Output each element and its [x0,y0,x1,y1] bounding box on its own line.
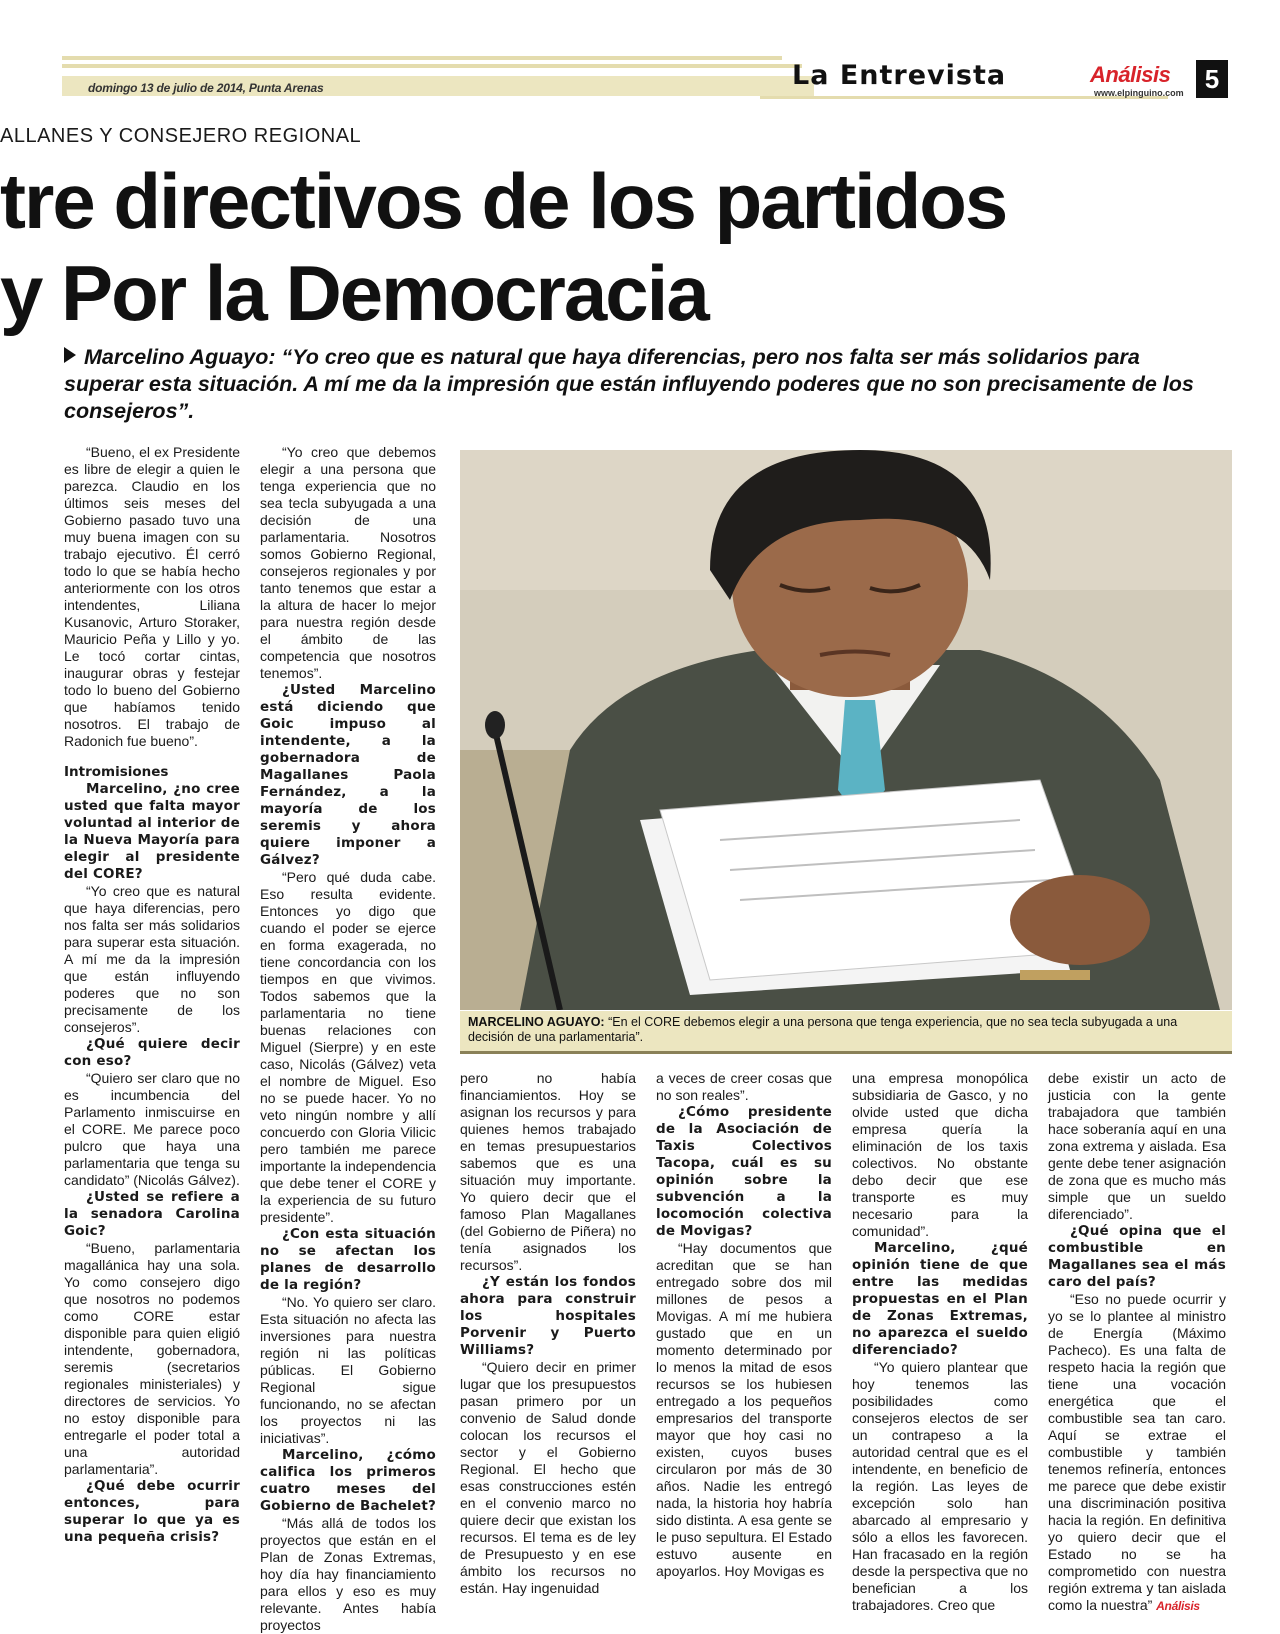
end-mark-logo: Análisis [1156,1599,1200,1613]
paragraph: “Quiero ser claro que no es incumbencia del Parlamento inmiscuirse en el CORE. Me parece poco pulcro que haya una parlamentaria que tenga su candidato” (Nicolás Gálvez). [64,1070,240,1188]
paragraph: “Yo creo que es natural que haya diferencias, pero nos falta ser más solidarios para superar esta situación. A mí me da la impresión que están influyendo poderes que no son precisamente de los consejeros”. [64,883,240,1035]
paragraph: “Yo quiero plantear que hoy tenemos las posibilidades como consejeros electos de ser un contrapeso a la autoridad central que es el intendente, en beneficio de la región. Las leyes de excepción solo han abarcado al empresario y sólo a ellos les favorecen. Han fracasado en la región desde la perspectiva que no benefician a los trabajadores. Creo que [852,1359,1028,1613]
paragraph-text: “Eso no puede ocurrir y yo se lo plantee al ministro de Energía (Máximo Pacheco). Es una falta de respeto hacia la región que tiene una vocación energética que el combustible sea tan caro. Aquí se extrae el combustible y también tenemos refinería, entonces me parece que debe existir una discriminación positiva hacia la región. En definitiva yo quiero decir que el Estado no se ha comprometido con nuestra región extrema y tan aislada como la nuestra” [1048,1291,1226,1613]
issue-date: domingo 13 de julio de 2014, Punta Arenas [88,81,324,95]
paragraph: a veces de creer cosas que no son reales”. [656,1070,832,1103]
paragraph: pero no había financiamientos. Hoy se asignan los recursos y para quienes hemos trabajado en temas presupuestarios sabemos que es una situación muy importante. Yo quiero decir que el famoso Plan Magallanes (del Gobierno de Piñera) no tenía asignados los recursos”. [460,1070,636,1273]
paragraph: “Bueno, parlamentaria magallánica hay una sola. Yo como consejero digo que nosotros no podemos como CORE estar disponible para quien eligió intendente, gobernadora, seremis (secretarios regionales ministeriales) y directores de servicios. Yo no estoy disponible para entregarle el poder total a una autoridad parlamentaria”. [64,1240,240,1477]
interview-question: ¿Qué debe ocurrir entonces, para superar lo que ya es una pequeña crisis? [64,1478,240,1545]
interview-question: ¿Cómo presidente de la Asociación de Taxis Colectivos Tacopa, cuál es su opinión sobre la subvención a la locomoción colectiva de Movigas? [656,1104,832,1239]
brand-name: Análisis [1090,62,1171,87]
interview-question: Marcelino, ¿no cree usted que falta mayor voluntad al interior de la Nueva Mayoría para elegir al presidente del CORE? [64,781,240,882]
header-stripe [62,56,782,60]
article-column-5 [852,1070,1028,1614]
article-column-2 [260,444,436,1634]
article-column-3 [460,1070,636,1597]
article-column-1 [64,444,240,1546]
caption-text: “En el CORE debemos elegir a una persona que tenga experiencia, que no sea tecla subyugada a una decisión de una parlamentaria”. [468,1015,1178,1044]
headline-line-2: y Por la Democracia [0,249,708,337]
article-column-4 [656,1070,832,1580]
photo-caption [460,1011,1232,1054]
interview-question: ¿Qué quiere decir con eso? [64,1036,240,1069]
interview-question: ¿Con esta situación no se afectan los planes de desarrollo de la región? [260,1226,436,1293]
article-column-6 [1048,1070,1226,1615]
interview-question: Marcelino, ¿qué opinión tiene de que entre las medidas propuestas en el Plan de Zonas Extremas, no aparezca el sueldo diferenciado? [852,1240,1028,1358]
paragraph: debe existir un acto de justicia con la gente trabajadora que también hace soberanía aquí en una zona extrema y aislada. Esa gente debe tener asignación de zona que es mucho más simple que un sueldo diferenciado”. [1048,1070,1226,1222]
headline-line-1: tre directivos de los partidos [0,157,1007,245]
paragraph: “Yo creo que debemos elegir a una persona que tenga experiencia que no sea tecla subyugada a una decisión de una parlamentaria. Nosotros somos Gobierno Regional, consejeros regionales y por tanto tenemos que estar a la altura de hacer lo mejor para nuestra región desde el ámbito de las competencia que nosotros tenemos”. [260,444,436,681]
subheadline-text: Marcelino Aguayo: “Yo creo que es natural que haya diferencias, pero nos falta ser más solidarios para superar esta situación. A mí me da la impresión que están influyendo poderes que no son precisamente de los consejeros”. [64,345,1194,423]
paragraph: “Quiero decir en primer lugar que los presupuestos pasan primero por un convenio de Salud donde colocan los recursos el sector y el Gobierno Regional. El hecho que esas construcciones estén en el convenio marco no quiere decir que existan los recursos. El tema es de ley de Presupuesto y en ese ámbito los recursos no están. Hay ingenuidad [460,1359,636,1596]
kicker: ALLANES Y CONSEJERO REGIONAL [0,125,362,147]
paragraph: “Más allá de todos los proyectos que están en el Plan de Zonas Extremas, hoy día hay financiamiento para ellos y eso es muy relevante. Antes había proyectos [260,1515,436,1633]
paragraph: “Pero qué duda cabe. Eso resulta evidente. Entonces yo digo que cuando el poder se ejerce en forma exagerada, no tiene concordancia con los tiempos en que vivimos. Todos sabemos que la parlamentaria no tiene buenas relaciones con Miguel (Sierpre) y en este caso, Nicolás (Gálvez) veta el nombre de Miguel. Eso no se puede hacer. Yo no veto ningún nombre y allí concuerdo con Gloria Vilicic pero también me parece importante la independencia que debe tener el CORE y la experiencia de su futuro presidente”. [260,869,436,1225]
paragraph: “Bueno, el ex Presidente es libre de elegir a quien le parezca. Claudio en los últimos seis meses del Gobierno pasado tuvo una muy buena imagen con su trabajo ejecutivo. Él cerró todo lo que se había hecho anteriormente con los otros intendentes, Liliana Kusanovic, Arturo Storaker, Mauricio Peña y Lillo y yo. Le tocó cortar cintas, inaugurar obras y festejar todo lo bueno del Gobierno que habíamos tenido nosotros. El trabajo de Radonich fue bueno”. [64,444,240,749]
interview-question: ¿Y están los fondos ahora para construir los hospitales Porvenir y Puerto Williams? [460,1274,636,1358]
paragraph: “No. Yo quiero ser claro. Esta situación no afecta las inversiones para nuestra región ni las políticas públicas. El Gobierno Regional sigue funcionando, no se afectan los proyectos ni las iniciativas”. [260,1294,436,1446]
subheadline [64,344,1204,425]
paragraph: una empresa monopólica subsidiaria de Gasco, y no olvide usted que dicha empresa quería la eliminación de los taxis colectivos. No obstante debo decir que ese transporte es muy necesario para la comunidad”. [852,1070,1028,1239]
interview-question: ¿Usted Marcelino está diciendo que Goic impuso al intendente, a la gobernadora de Magallanes Paola Fernández, a la mayoría de los seremis y ahora quiere imponer a Gálvez? [260,682,436,868]
brand-logo[interactable] [1090,62,1190,100]
headline [0,155,1240,339]
brand-url: www.elpinguino.com [1094,88,1184,98]
section-title: La Entrevista [792,60,1007,91]
page-number: 5 [1196,60,1228,98]
caption-name: MARCELINO AGUAYO: [468,1015,605,1029]
interview-question: ¿Usted se refiere a la senadora Carolina Goic? [64,1189,240,1239]
paragraph [1048,1291,1226,1615]
interview-question: ¿Qué opina que el combustible en Magallanes sea el más caro del país? [1048,1223,1226,1290]
arrow-right-icon [64,347,76,363]
section-subheading: Intromisiones [64,764,169,780]
header-stripe [62,64,802,68]
photo-illustration [460,450,1232,1010]
portrait-photo [460,450,1232,1010]
paragraph: “Hay documentos que acreditan que se han entregado sobre dos mil millones de pesos a Movigas. A mí me hubiera gustado que en un momento determinado por lo menos la mitad de esos recursos se los hubiesen entregado a los pequeños empresarios del transporte mayor que hoy casi no existen, cuyos buses circularon por más de 30 años. Nadie les entregó nada, la historia hoy habría sido distinta. A esa gente se le puso sepultura. El Estado estuvo ausente en apoyarlos. Hoy Movigas es [656,1240,832,1579]
interview-question: Marcelino, ¿cómo califica los primeros cuatro meses del Gobierno de Bachelet? [260,1447,437,1514]
